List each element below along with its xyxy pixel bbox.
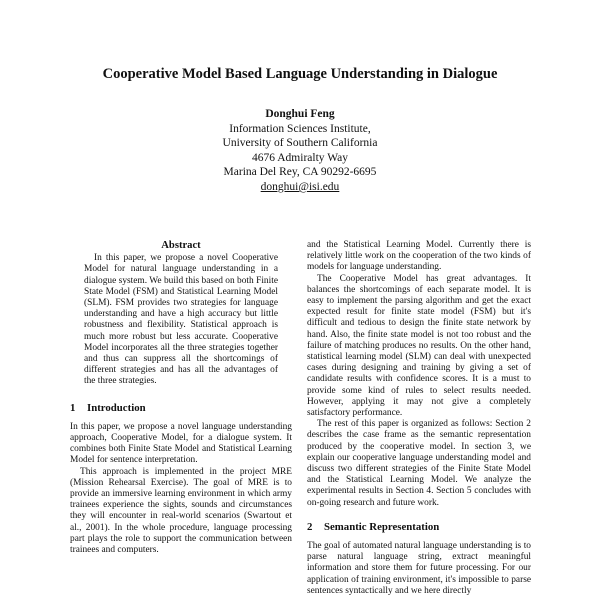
affiliation-line: Information Sciences Institute, (229, 122, 371, 135)
right-column (307, 240, 531, 597)
author-email-link[interactable]: donghui@isi.edu (260, 180, 340, 193)
author-name: Donghui Feng (265, 108, 335, 120)
paragraph: The rest of this paper is organized as follows: Section 2 describes the case frame as the semantic representation produced by the cooperative model. In section 3, we explain our cooperative language understanding model and discuss two different strategies of the Finite State Model and the Statistical Learning Model. We analyze the experimental results in Section 4. Section 5 concludes with on-going research and future work. (307, 419, 531, 508)
paragraph: The Cooperative Model has great advantages. It balances the shortcomings of each separate model. It is easy to implement the parsing algorithm and get the exact expected result for finite state model (FSM) but it's difficult and tedious to design the finite state network by hand. Also, the finite state model is not too robust and the failure of matching produces no results. On the other hand, statistical learning model (SLM) can deal with unexpected cases during designing and training by giving a set of candidate results with confidence scores. It is a must to provide some kind of rules to select results needed. However, applying it may not give a completely satisfactory performance. (307, 273, 531, 419)
affiliation-line: University of Southern California (222, 137, 378, 150)
paragraph: This approach is implemented in the project MRE (Mission Rehearsal Exercise). The goal of MRE is to provide an immersive learning environment in which army trainees experience the sights, sounds and circumstances they will encounter in real-world scenarios (Swartout et al., 2001). In the whole procedure, language processing part plays the role to support the communication between trainees and computers. (70, 466, 292, 556)
section-heading-semantic-representation (307, 522, 531, 533)
paragraph: The goal of automated natural language understanding is to parse natural language string, extract meaningful information and store them for future processing. For our application of training environment, it's impossible to parse sentences syntactically and we here directly (307, 541, 531, 596)
author-block (0, 107, 600, 195)
abstract-text: In this paper, we propose a novel Cooperative Model for natural language understanding in a dialogue system. We build this based on both Finite State Model (FSM) and Statistical Learning Model (SLM). FSM provides two strategies for language understanding and have a high accuracy but little robustness and flexibility. Statistical approach is much more robust but less accurate. Cooperative Model incorporates all the three strategies together and thus can suppress all the shortcomings of different strategies and has all the advantages of the three strategies. (84, 253, 278, 387)
abstract-heading: Abstract (161, 240, 201, 251)
paper-title: Cooperative Model Based Language Understanding in Dialogue (102, 66, 498, 82)
section-number: 1 (70, 401, 76, 414)
paragraph: and the Statistical Learning Model. Currently there is relatively little work on the cooperation of the two kinds of models for language understanding. (307, 240, 531, 273)
affiliation-line: 4676 Admiralty Way (252, 151, 348, 164)
affiliation-line: Marina Del Rey, CA 90292-6695 (223, 166, 377, 179)
section-heading-introduction (70, 403, 292, 414)
section-title: Semantic Representation (324, 520, 440, 533)
left-column (70, 240, 292, 556)
section-number: 2 (307, 520, 313, 533)
section-title: Introduction (87, 401, 146, 414)
paragraph: In this paper, we propose a novel language understanding approach, Cooperative Model, for a dialogue system. It combines both Finite State Model and Statistical Learning Model for sentence interpretation. (70, 421, 292, 466)
